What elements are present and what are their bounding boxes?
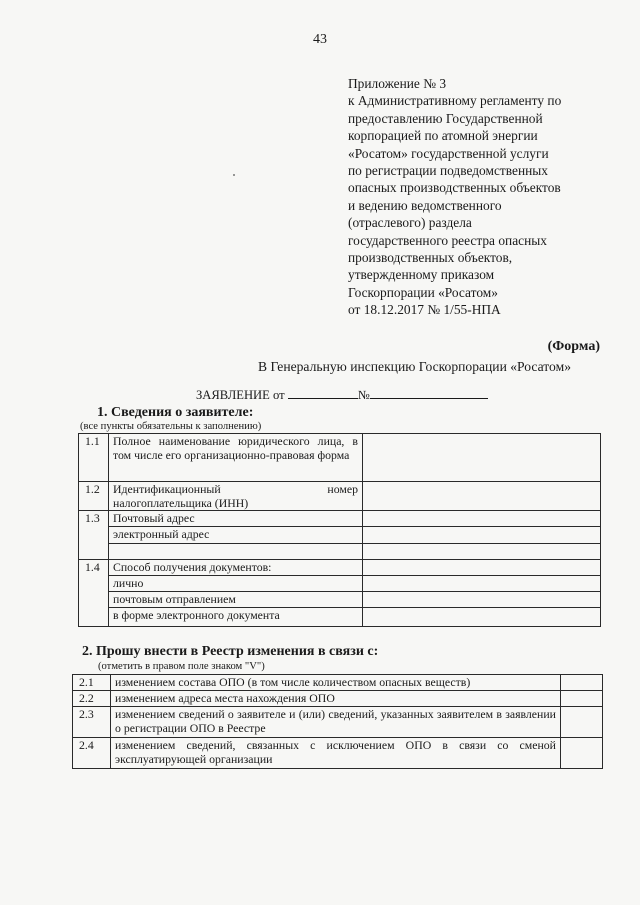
row-number: 2.2 — [73, 691, 111, 707]
inn-field[interactable] — [363, 482, 601, 511]
table-row — [79, 608, 601, 627]
table-row — [73, 738, 603, 769]
row-number: 2.1 — [73, 675, 111, 691]
appendix-line: к Административному регламенту по — [348, 93, 562, 109]
email-field[interactable] — [363, 527, 601, 544]
row-text: изменением сведений о заявителе и (или) сведений, указанных заявителем в заявлении о регистрации ОПО в Реестре — [111, 707, 561, 738]
application-title-line — [196, 387, 488, 403]
row-number: 1.3 — [79, 511, 109, 560]
table-row — [73, 675, 603, 691]
appendix-line: Приложение № 3 — [348, 76, 447, 91]
by-mail-field[interactable] — [363, 592, 601, 608]
row-label-part: налогоплательщика (ИНН) — [113, 496, 249, 511]
row-label: Полное наименование юридического лица, в том числе его организационно-правовая форма — [109, 434, 363, 482]
appendix-line: производственных объектов, — [348, 250, 513, 266]
delivery-method-field[interactable] — [363, 560, 601, 576]
row-number: 1.2 — [79, 482, 109, 511]
table-row — [79, 544, 601, 560]
table-row — [79, 592, 601, 608]
row-number: 2.4 — [73, 738, 111, 769]
table-row — [79, 576, 601, 592]
row-text: изменением адреса места нахождения ОПО — [111, 691, 561, 707]
row-label: почтовым отправлением — [109, 592, 363, 608]
changes-table — [72, 674, 603, 769]
appendix-line: по регистрации подведомственных — [348, 163, 548, 179]
table-row — [79, 511, 601, 527]
row-text: изменением состава ОПО (в том числе количеством опасных веществ) — [111, 675, 561, 691]
appendix-line: утвержденному приказом — [348, 267, 495, 283]
section2-heading: 2. Прошу внести в Реестр изменения в связи с: — [82, 644, 379, 659]
blank-cell — [109, 544, 363, 560]
appendix-line: корпорацией по атомной энергии — [348, 128, 538, 144]
mark-field[interactable] — [561, 738, 603, 769]
form-label: (Форма) — [547, 339, 600, 354]
appendix-line: «Росатом» государственной услуги — [348, 145, 549, 161]
row-label-part: Идентификационный — [113, 482, 221, 496]
appendix-line: государственного реестра опасных — [348, 232, 547, 248]
section1-note: (все пункты обязательны к заполнению) — [80, 421, 262, 432]
section2-note: (отметить в правом поле знаком "V") — [98, 661, 265, 672]
electronic-field[interactable] — [363, 608, 601, 627]
page-number: 43 — [313, 32, 327, 47]
row-number: 1.1 — [79, 434, 109, 482]
row-number: 1.4 — [79, 560, 109, 627]
number-sign: № — [357, 388, 370, 402]
row-text: изменением сведений, связанных с исключением ОПО в связи со сменой эксплуатирующей организации — [111, 738, 561, 769]
table-row — [79, 560, 601, 576]
appendix-line: предоставлению Государственной — [348, 110, 543, 126]
scan-speck — [233, 174, 235, 176]
blank-field[interactable] — [363, 544, 601, 560]
table-row — [73, 691, 603, 707]
table-row — [79, 434, 601, 482]
row-label: в форме электронного документа — [109, 608, 363, 627]
row-label: лично — [109, 576, 363, 592]
row-label: электронный адрес — [109, 527, 363, 544]
section1-heading: 1. Сведения о заявителе: — [97, 405, 254, 420]
row-label — [109, 482, 363, 511]
mark-field[interactable] — [561, 707, 603, 738]
row-label-part: номер — [327, 482, 358, 496]
in-person-field[interactable] — [363, 576, 601, 592]
applicant-info-table — [78, 433, 601, 627]
application-title: ЗАЯВЛЕНИЕ от — [196, 388, 285, 402]
application-number-field[interactable] — [370, 387, 488, 399]
appendix-line: опасных производственных объектов — [348, 180, 561, 196]
table-row — [79, 527, 601, 544]
table-row — [73, 707, 603, 738]
appendix-line: (отраслевого) раздела — [348, 215, 472, 231]
row-label: Почтовый адрес — [109, 511, 363, 527]
mark-field[interactable] — [561, 675, 603, 691]
table-row — [79, 482, 601, 511]
postal-address-field[interactable] — [363, 511, 601, 527]
row-label: Способ получения документов: — [109, 560, 363, 576]
addressee-line: В Генеральную инспекцию Госкорпорации «Росатом» — [258, 359, 571, 374]
appendix-line: от 18.12.2017 № 1/55-НПА — [348, 302, 501, 318]
appendix-header — [348, 75, 561, 319]
application-date-field[interactable] — [288, 387, 358, 399]
appendix-line: Госкорпорации «Росатом» — [348, 284, 498, 300]
row-number: 2.3 — [73, 707, 111, 738]
appendix-line: и ведению ведомственного — [348, 197, 502, 213]
mark-field[interactable] — [561, 691, 603, 707]
legal-name-field[interactable] — [363, 434, 601, 482]
